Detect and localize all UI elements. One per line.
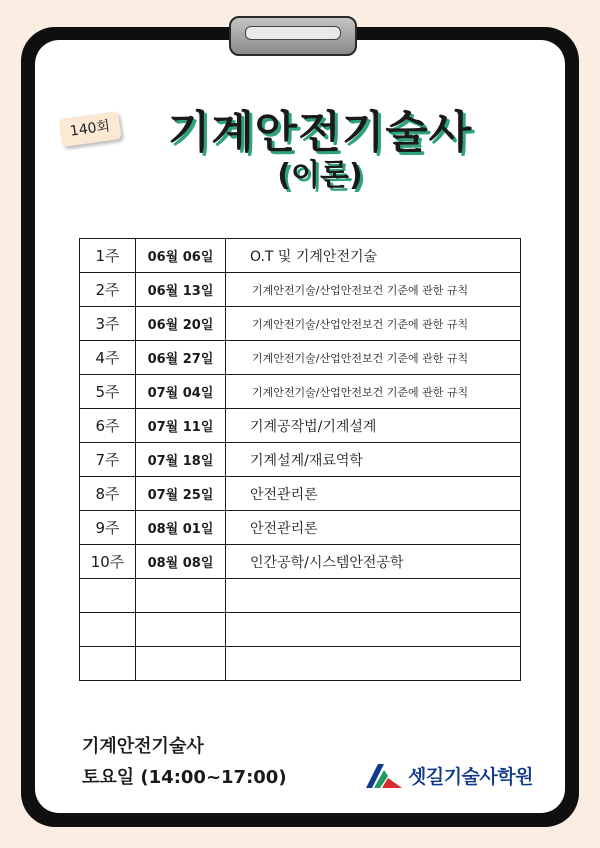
week-cell: 1주 [80,239,136,273]
date-cell [136,647,226,681]
table-row [80,409,521,443]
week-cell: 4주 [80,341,136,375]
date-cell: 06월 06일 [136,239,226,273]
schedule-table [79,238,521,681]
table-row [80,613,521,647]
date-cell [136,579,226,613]
week-cell: 3주 [80,307,136,341]
table-row [80,239,521,273]
date-cell: 08월 01일 [136,511,226,545]
page-subtitle: (이론) [277,158,363,193]
week-cell: 6주 [80,409,136,443]
week-cell [80,613,136,647]
topic-cell [226,613,521,647]
table-row [80,273,521,307]
date-cell: 06월 27일 [136,341,226,375]
topic-cell: 기계안전기술/산업안전보건 기준에 관한 규칙 [226,341,521,375]
week-cell: 10주 [80,545,136,579]
topic-cell: 안전관리론 [226,511,521,545]
week-cell: 5주 [80,375,136,409]
table-row [80,545,521,579]
topic-cell [226,579,521,613]
session-badge: 140회 [58,111,121,147]
topic-cell: 기계공작법/기계설계 [226,409,521,443]
date-cell [136,613,226,647]
date-cell: 07월 04일 [136,375,226,409]
week-cell: 2주 [80,273,136,307]
date-cell: 08월 08일 [136,545,226,579]
table-row [80,579,521,613]
topic-cell: 기계안전기술/산업안전보건 기준에 관한 규칙 [226,307,521,341]
clipboard-clip-icon [229,16,357,56]
topic-cell: 기계안전기술/산업안전보건 기준에 관한 규칙 [226,273,521,307]
topic-cell: 기계설계/재료역학 [226,443,521,477]
table-row [80,647,521,681]
academy-name: 셋길기술사학원 [408,765,533,788]
week-cell [80,579,136,613]
date-cell: 07월 11일 [136,409,226,443]
table-row [80,375,521,409]
footer-class-time: 토요일 (14:00~17:00) [82,767,287,788]
week-cell: 8주 [80,477,136,511]
topic-cell: O.T 및 기계안전기술 [226,239,521,273]
date-cell: 06월 13일 [136,273,226,307]
week-cell: 9주 [80,511,136,545]
table-row [80,307,521,341]
table-row [80,341,521,375]
date-cell: 06월 20일 [136,307,226,341]
week-cell: 7주 [80,443,136,477]
academy-brand [364,760,533,790]
topic-cell: 안전관리론 [226,477,521,511]
date-cell: 07월 18일 [136,443,226,477]
date-cell: 07월 25일 [136,477,226,511]
week-cell [80,647,136,681]
footer-course-name: 기계안전기술사 [82,736,204,757]
table-row [80,443,521,477]
table-row [80,511,521,545]
topic-cell [226,647,521,681]
academy-logo-icon [364,760,404,790]
topic-cell: 인간공학/시스템안전공학 [226,545,521,579]
topic-cell: 기계안전기술/산업안전보건 기준에 관한 규칙 [226,375,521,409]
table-row [80,477,521,511]
page-title: 기계안전기술사 [167,107,473,158]
